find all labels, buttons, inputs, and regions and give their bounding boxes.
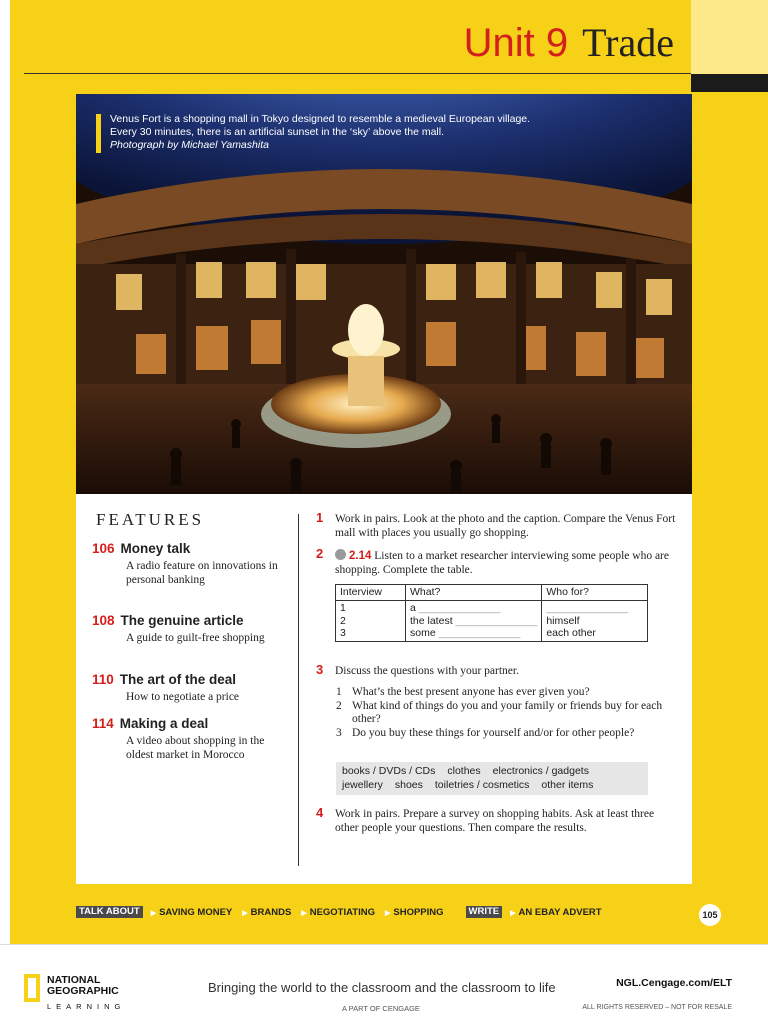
topic-link[interactable]: ▶ SHOPPING [385,907,444,918]
answer-blank[interactable]: ______________ [455,614,538,627]
feature-title: Making a deal [119,716,209,731]
list-item: 2 What kind of things do you and your family or friends buy for each other? [336,699,663,725]
exercise-number: 2 [316,546,324,561]
write-tag: WRITE [466,906,503,918]
list-item: 1 What’s the best present anyone has ever given you? [336,686,590,698]
corner-black-strip [691,74,768,92]
mall-photo [76,94,692,494]
feature-page: 106 [92,541,115,556]
word-box: books / DVDs / CDs clothes electronics / gadgets jewellery shoes toiletries / cosmetics other items [336,762,648,795]
feature-desc: A guide to guilt-free shopping [126,632,265,644]
header-rule [24,73,691,74]
exercise-text: Work in pairs. Prepare a survey on shopping habits. Ask at least three other people your questions. Then compare the results. [335,808,655,834]
caption-text: Venus Fort is a shopping mall in Tokyo designed to resemble a medieval European village. Every 30 minutes, there is an artificial sunset in the ‘sky’ above the mall. [110,113,531,138]
mall-photo-illustration [76,94,692,494]
audio-track: 2.14 [349,550,372,562]
feature-page: 110 [92,672,114,687]
topic-link[interactable]: ▶ NEGOTIATING [301,907,375,918]
feature-item [92,612,282,646]
part-of-cengage: A PART OF CENGAGE [342,1004,420,1013]
topic-bar [76,905,602,919]
unit-number: Unit 9 [463,21,569,65]
feature-item [92,715,282,762]
feature-title: Money talk [120,541,191,556]
feature-title: The art of the deal [119,672,237,687]
feature-page: 108 [92,613,115,628]
tagline: Bringing the world to the classroom and the classroom to life [208,980,556,995]
table-header: Interview [336,585,406,601]
brand-name: NATIONAL GEOGRAPHIC [47,974,119,997]
unit-heading [464,18,674,68]
exercise-text: Work in pairs. Look at the photo and the caption. Compare the Venus Fort mall with places you usually go shopping. [335,513,676,539]
page-number: 105 [699,904,721,926]
table-cell: 1 2 3 [336,601,406,642]
exercise-text: Listen to a market researcher interviewing some people who are shopping. Complete the table. [335,550,669,576]
exercise-number: 1 [316,510,324,525]
exercise-number: 4 [316,805,324,820]
exercise-3 [316,662,676,679]
feature-item [92,540,282,587]
write-topic-link[interactable]: ▶ AN EBAY ADVERT [510,907,601,918]
exercise-1 [316,510,676,540]
question-list [336,686,676,740]
corner-tab [691,0,768,74]
exercise-text: Discuss the questions with your partner. [335,665,519,677]
answer-blank[interactable]: ______________ [438,627,521,639]
exercise-number: 3 [316,662,324,677]
exercise-2 [316,546,676,577]
features-title: FEATURES [96,510,205,529]
feature-item [92,671,282,705]
rights-notice: ALL RIGHTS RESERVED – NOT FOR RESALE [582,1004,732,1011]
talk-about-tag: TALK ABOUT [76,906,143,918]
column-divider [298,514,299,866]
audio-icon[interactable] [335,549,346,560]
caption-marker [96,114,101,153]
feature-title: The genuine article [120,613,244,628]
feature-desc: How to negotiate a price [126,691,240,703]
brand-learning: LEARNING [47,1002,126,1011]
topic-link[interactable]: ▶ BRANDS [242,907,291,918]
topic-link[interactable]: ▶ SAVING MONEY [151,907,233,918]
table-header: Who for? [542,585,648,601]
unit-name: Trade [582,20,674,65]
website-link[interactable]: NGL.Cengage.com/ELT [616,977,732,989]
photo-caption [110,113,550,152]
ng-logo-icon [24,974,40,1002]
feature-page: 114 [92,716,114,731]
footer-rule [0,944,768,945]
list-item: 3 Do you buy these things for yourself and/or for other people? [336,726,635,739]
answer-blank[interactable]: ______________ [546,602,629,614]
table-cell: a ______________ the latest ______________ some ______________ [406,601,542,642]
photo-credit: Photograph by Michael Yamashita [110,139,269,151]
exercise-4 [316,805,676,835]
answer-blank[interactable]: ______________ [418,602,501,614]
feature-desc: A radio feature on innovations in personal banking [126,560,278,586]
table-header: What? [406,585,542,601]
listening-table [335,584,648,642]
feature-desc: A video about shopping in the oldest market in Morocco [126,735,265,761]
table-cell: ______________ himself each other [542,601,648,642]
